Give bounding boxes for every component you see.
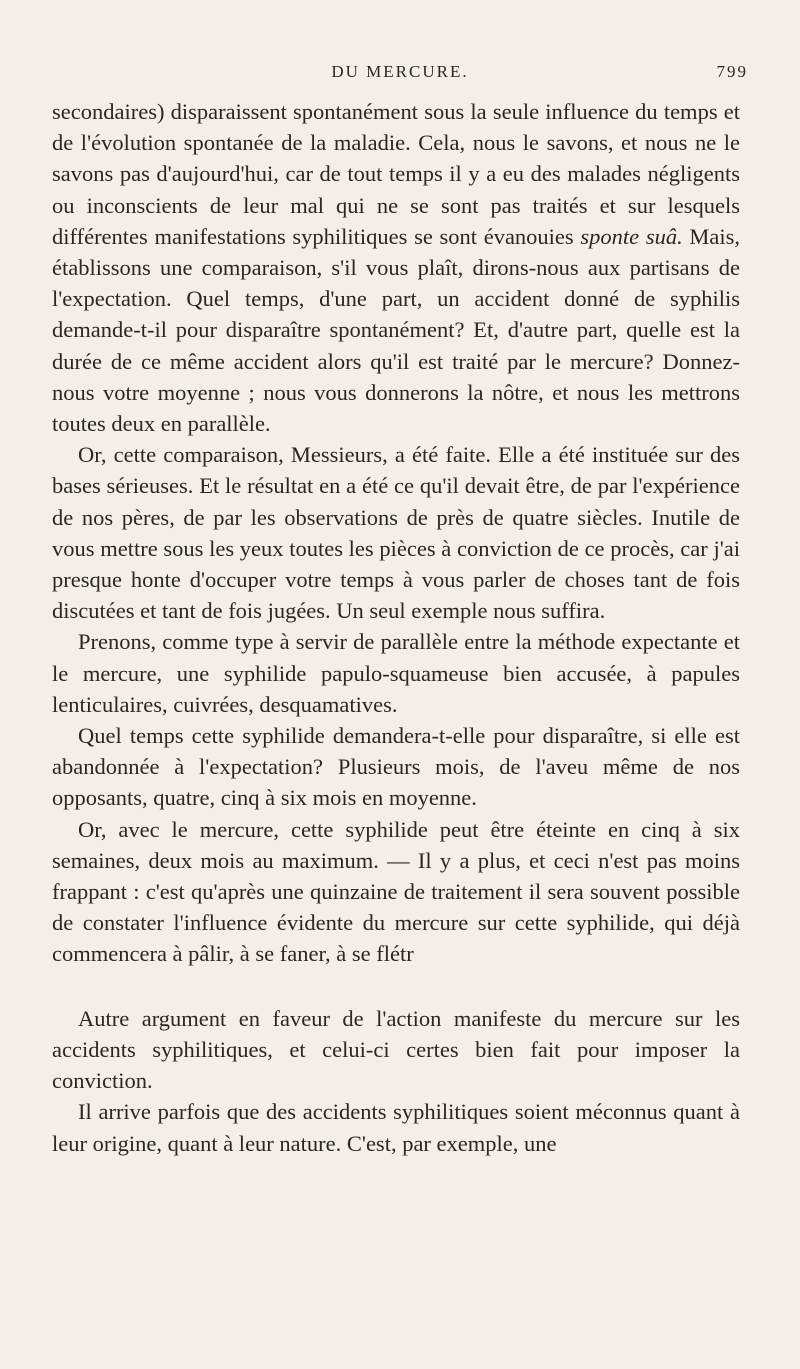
paragraph-6: Autre argument en faveur de l'action manifeste du mercure sur les accidents syphilitiques, et celui-ci certes bien fait pour imposer la conviction. bbox=[52, 1005, 740, 1094]
paragraph-7: Il arrive parfois que des accidents syphilitiques soient méconnus quant à leur origine, quant à leur nature. C'est, par exemple, une bbox=[52, 1099, 740, 1156]
paragraph-1 bbox=[52, 96, 740, 439]
page-number: 799 bbox=[716, 62, 748, 81]
body-text bbox=[52, 96, 740, 1159]
paragraph-5: Or, avec le mercure, cette syphilide peut être éteinte en cinq à six semaines, deux mois au maximum. — Il y a plus, et ceci n'est pas moins frappant : c'est qu'après une quinzaine de traitement il sera souvent possible de constater l'influence évidente du mercure sur cette syphilide, qui déjà commencera à pâlir, à se faner, à se flétr bbox=[52, 816, 740, 967]
paragraph-4: Quel temps cette syphilide demandera-t-elle pour disparaître, si elle est abandonnée à l'expectation? Plusieurs mois, de l'aveu même de nos opposants, quatre, cinq à six mois en moyenne. bbox=[52, 723, 740, 811]
paragraph-1-continuation: Mais, établissons une comparaison, s'il vous plaît, dirons-nous aux partisans de l'expectation. Quel temps, d'une part, un accident donné de syphilis demande-t-il pour disparaître spontanément? Et, d'autre part, quelle est la durée de ce même accident alors qu'il est traité par le mercure? Donnez-nous votre moyenne ; nous vous donnerons la nôtre, et nous les mettrons toutes deux en parallèle. bbox=[52, 223, 741, 437]
paragraph-1-text: secondaires) disparaissent spontanément sous la seule influence du temps et de l'évolution spontanée de la maladie. Cela, nous le savons, et nous ne le savons pas d'aujourd'hui, car de tout temps il y a eu des malades négligents ou inconscients de leur mal qui ne se sont pas traités et sur lesquels différentes manifestations syphilitiques se sont évanouies bbox=[52, 99, 740, 249]
paragraph-2: Or, cette comparaison, Messieurs, a été faite. Elle a été instituée sur des bases sérieuses. Et le résultat en a été ce qu'il devait être, de par l'expérience de nos pères, de par les observations de près de quatre siècles. Inutile de vous mettre sous les yeux toutes les pièces à conviction de ce procès, car j'ai presque honte d'occuper votre temps à vous parler de choses tant de fois discutées et tant de fois jugées. Un seul exemple nous suffira. bbox=[52, 442, 740, 624]
page-header bbox=[0, 62, 800, 86]
paragraph-3: Prenons, comme type à servir de parallèle entre la méthode expectante et le mercure, une syphilide papulo-squameuse bien accusée, à papules lenticulaires, cuivrées, desquamatives. bbox=[52, 629, 740, 717]
running-title: DU MERCURE. bbox=[331, 62, 469, 81]
latin-phrase: sponte suâ. bbox=[580, 223, 683, 249]
